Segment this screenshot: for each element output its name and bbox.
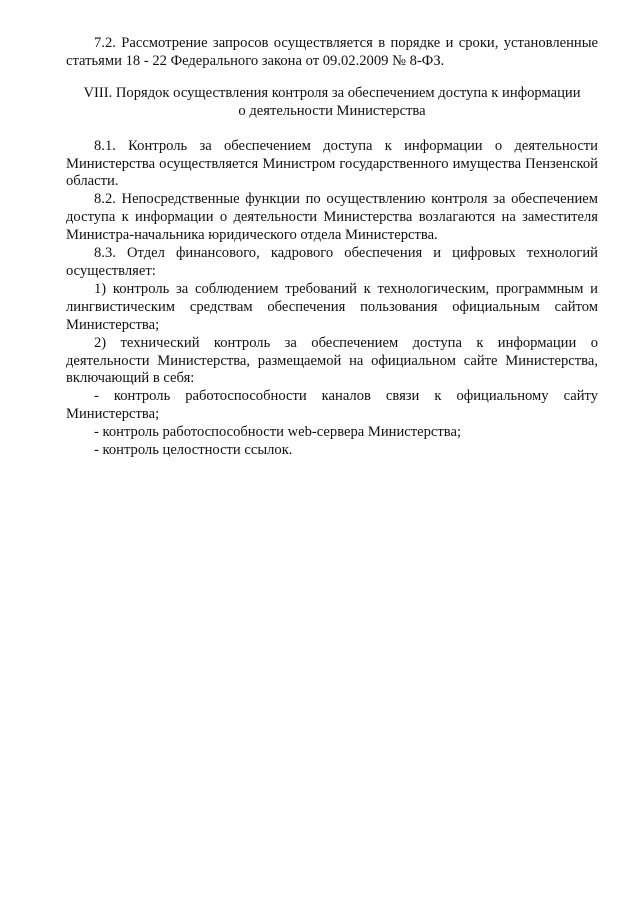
- paragraph-8-1: 8.1. Контроль за обеспечением доступа к информации о деятельности Министерства осуществляется Министром государственного имущества Пензенской области.: [66, 137, 598, 190]
- document-body: [66, 35, 598, 460]
- paragraph-7-2: 7.2. Рассмотрение запросов осуществляется в порядке и сроки, установленные статьями 18 - 22 Федерального закона от 09.02.2009 № 8-ФЗ.: [66, 35, 598, 69]
- list-item-2: 2) технический контроль за обеспечением доступа к информации о деятельности Министерства, размещаемой на официальном сайте Министерства, включающий в себя:: [66, 334, 598, 387]
- sub-list-item-2: - контроль работоспособности web-сервера Министерства;: [94, 424, 462, 441]
- sub-list-item-3: - контроль целостности ссылок.: [94, 442, 293, 459]
- sub-list-item-1: - контроль работоспособности каналов связи к официальному сайту Министерства;: [66, 388, 598, 423]
- list-item-1: 1) контроль за соблюдением требований к технологическим, программным и лингвистическим средствам обеспечения пользования официальным сайтом Министерства;: [66, 280, 598, 333]
- paragraph-8-3: 8.3. Отдел финансового, кадрового обеспечения и цифровых технологий осуществляет:: [66, 245, 598, 279]
- section-heading-line-2: о деятельности Министерства: [238, 102, 426, 119]
- paragraph-8-2: 8.2. Непосредственные функции по осуществлению контроля за обеспечением доступа к информации о деятельности Министерства возлагаются на заместителя Министра-начальника юридического отдела Министерства.: [66, 191, 598, 244]
- section-heading-line-1: VIII. Порядок осуществления контроля за обеспечением доступа к информации: [83, 84, 581, 101]
- section-heading: [66, 85, 598, 121]
